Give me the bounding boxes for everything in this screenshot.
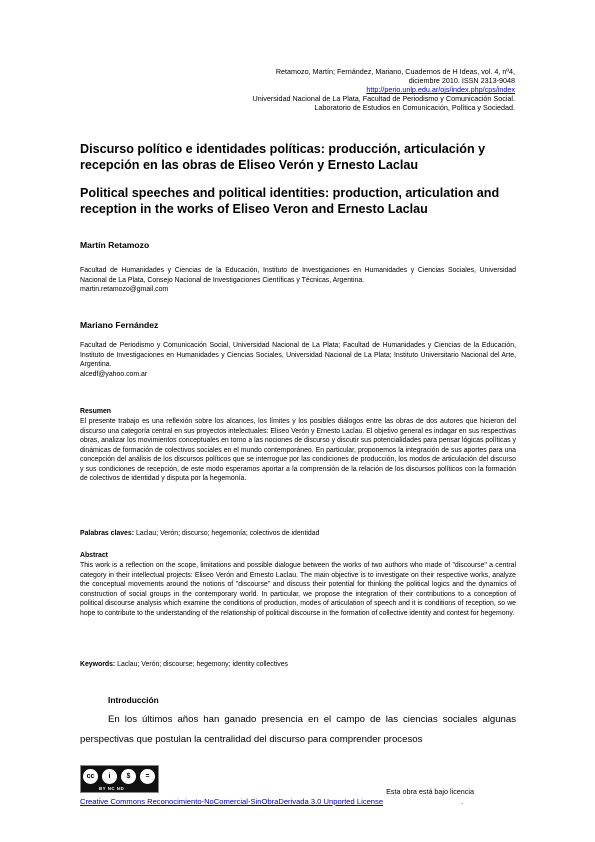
intro-paragraph: En los últimos años han ganado presencia en el campo de las ciencias sociales algunas perspectivas que postulan la centralidad del discurso para comprender procesos bbox=[80, 714, 516, 745]
header-issn: diciembre 2010. ISSN 2313-9048 bbox=[408, 76, 515, 85]
resumen-heading: Resumen bbox=[80, 408, 112, 415]
noderivatives-icon: = bbox=[140, 769, 155, 784]
author-affiliation: Facultad de Humanidades y Ciencias de la Educación, Instituto de Investigaciones en Humanidades y Ciencias Sociales, Universidad Nacional de La Plata, Consejo Nacional de Investigaciones Científicas y Técnicas, Argentina. martin.retamozo@gmail.com bbox=[80, 267, 516, 294]
attribution-icon: i bbox=[102, 769, 117, 784]
author-name: Mariano Fernández bbox=[80, 320, 159, 330]
cc-badge-label: BY NC ND bbox=[99, 786, 125, 791]
intro-heading: Introducción bbox=[108, 695, 159, 705]
header-lab: Laboratorio de Estudios en Comunicación, Política y Sociedad. bbox=[314, 103, 515, 112]
license-period: . bbox=[461, 797, 464, 806]
author-email: martin.retamozo@gmail.com bbox=[80, 286, 169, 294]
resumen-keywords: Palabras claves: Laclau; Verón; discurso; hegemonía; colectivos de identidad bbox=[80, 530, 320, 537]
title-english: Political speeches and political identities: production, articulation and reception in the works of Eliseo Veron and Ernesto Laclau bbox=[80, 186, 500, 216]
header-citation: Retamozo, Martín; Fernández, Mariano, Cuadernos de H Ideas, vol. 4, nº4, bbox=[275, 67, 515, 76]
title-spanish: Discurso político e identidades políticas: producción, articulación y recepción en las obras de Eliseo Verón y Ernesto Laclau bbox=[80, 142, 486, 172]
noncommercial-icon: $ bbox=[121, 769, 136, 784]
license-link[interactable]: Creative Commons Reconocimiento-NoComercial-SinObraDerivada 3.0 Unported License bbox=[80, 797, 384, 806]
resumen-text: El presente trabajo es una reflexión sobre los alcances, los límites y los posibles diálogos entre las obras de dos autores que hicieron del discurso una categoría central en sus proyectos intelectuales: Eliseo Verón y Ernesto Laclau. El objetivo general es indagar en sus respectivas obras, analizar los movimientos conceptuales en torno a las nociones de discurso y discutir sus potencialidades para pensar lógicas políticas y dinámicas de formación de colectivos sociales en el mundo contemporáneo. En particular, proponemos la integración de sus aportes para una concepción del análisis de los discursos políticos que se interrogue por las condiciones de producción, los modos de articulación del discurso y sus condiciones de recepción, de este modo esperamos aportar a la comprensión de la relación de los discursos políticos con la formación de colectivos de identidad y disputa por la hegemonía. bbox=[80, 418, 516, 482]
license-note: Esta obra está bajo licencia bbox=[386, 787, 474, 796]
journal-url-link[interactable]: http://perio.unlp.edu.ar/ojs/index.php/cps/index bbox=[366, 85, 515, 94]
author-email: alcedf@yahoo.com.ar bbox=[80, 370, 148, 378]
header-university: Universidad Nacional de La Plata, Facultad de Periodismo y Comunicación Social. bbox=[252, 94, 515, 103]
abstract-heading: Abstract bbox=[80, 552, 108, 559]
abstract-text: This work is a reflection on the scope, limitations and possible dialogue between the works of two authors who made of "discourse" a central category in their intellectual projects: Eliseo Verón and Ernesto Laclau. The main objective is to investigate on their respective works, analyze the conceptual movements around the notions of "discourse" and discuss their potential for thinking the political logics and the dynamics of construction of social groups in the contemporary world. In particular, we propose the integration of their contributions to a conception of political discourse analysis which examine the conditions of production, modes of articulation of speech and it is conditions of reception, so we hope to contribute to the understanding of the relationship of political discourse in the formation of collective identity and contest for hegemony. bbox=[80, 562, 516, 617]
cc-icon: cc bbox=[83, 769, 98, 784]
author-affiliation: Facultad de Periodismo y Comunicación Social, Universidad Nacional de La Plata; Facultad de Humanidades y Ciencias de la Educación, Instituto de Investigaciones en Humanidades y Ciencias Sociales, Universidad Nacional de La Plata; Instituto Universitario Nacional del Arte, Argentina. alcedf@yahoo.com.ar bbox=[80, 342, 516, 378]
journal-header bbox=[253, 67, 515, 112]
abstract-keywords: Keywords: Laclau; Verón; discourse; hegemony; identity collectives bbox=[80, 661, 288, 668]
author-name: Martín Retamozo bbox=[80, 240, 150, 250]
